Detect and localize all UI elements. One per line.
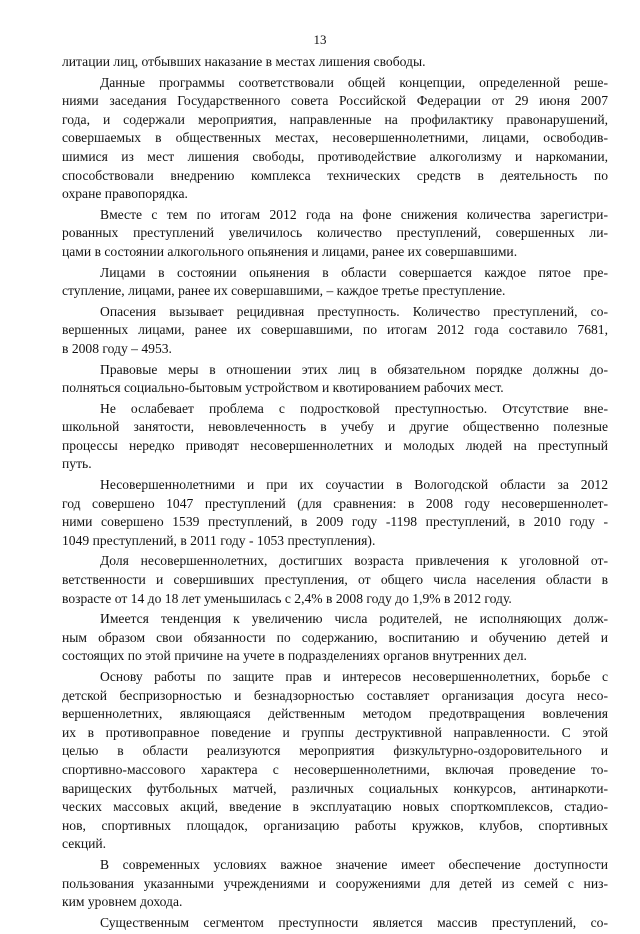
text-line: ческих массовых акций, введение в эксплуатацию новых спорткомплексов, стадио-: [62, 799, 608, 815]
text-line: года, и содержали мероприятия, направленные на профилактику правонарушений,: [62, 111, 608, 127]
text-line: шимися из мест лишения свободы, противодействие алкоголизму и наркомании,: [62, 148, 608, 164]
text-line: охране правопорядка.: [62, 186, 188, 202]
paragraph: [62, 400, 608, 474]
text-line: 1049 преступлений, в 2011 году - 1053 преступления).: [62, 532, 376, 548]
paragraph: [62, 264, 608, 301]
paragraph: [62, 74, 608, 204]
paragraph: [62, 53, 608, 72]
text-line: Доля несовершеннолетних, достигших возраста привлечения к уголовной от-: [100, 553, 608, 569]
text-line: ниями заседания Государственного совета Российской Федерации от 29 июня 2007: [62, 93, 608, 109]
paragraph: [62, 361, 608, 398]
text-line: литации лиц, отбывших наказание в местах лишения свободы.: [62, 54, 426, 69]
text-line: Не ослабевает проблема с подростковой преступностью. Отсутствие вне-: [100, 400, 608, 416]
text-line: Несовершеннолетними и при их соучастии в Вологодской области за 2012: [100, 477, 608, 493]
text-line: вершеннолетних, являющаяся действенным методом предотвращения вовлечения: [62, 706, 608, 722]
text-line: год совершено 1047 преступлений (для сравнения: в 2008 году несовершеннолет-: [62, 495, 608, 511]
text-line: нов, спортивных площадок, организацию работы кружков, клубов, спортивных: [62, 817, 608, 833]
paragraph: [62, 856, 608, 912]
text-line: Вместе с тем по итогам 2012 года на фоне снижения количества зарегистри-: [100, 206, 608, 222]
text-line: секций.: [62, 836, 107, 852]
text-line: школьной занятости, невовлеченность в учебу и другие общественно полезные: [62, 419, 608, 435]
text-line: путь.: [62, 456, 92, 472]
text-line: Имеется тенденция к увеличению числа родителей, не исполняющих долж-: [100, 611, 608, 627]
text-line: ким уровнем дохода.: [62, 894, 183, 910]
text-line: цами в состоянии алкогольного опьянения и лицами, ранее их совершавшими.: [62, 243, 518, 259]
text-line: спортивно-массового характера с несовершеннолетними, включая проведение то-: [62, 761, 608, 777]
text-line: Лицами в состоянии опьянения в области совершается каждое пятое пре-: [100, 264, 608, 280]
page-number: 13: [313, 32, 327, 47]
document-body: [62, 53, 608, 934]
paragraph: [62, 303, 608, 359]
text-line: ними совершено 1539 преступлений, в 2009 году -1198 преступлений, в 2010 году -: [62, 514, 608, 530]
text-line: варищеских футбольных матчей, различных социальных конкурсов, антинаркоти-: [62, 780, 608, 796]
text-line: Опасения вызывает рецидивная преступность. Количество преступлений, со-: [100, 303, 608, 319]
text-line: ным образом свои обязанности по содержанию, воспитанию и обучению детей и: [62, 629, 608, 645]
text-line: Основу работы по защите прав и интересов несовершеннолетних, борьбе с: [100, 669, 608, 684]
paragraph: [62, 552, 608, 608]
text-line: процессы нередко приводят несовершеннолетних и молодых людей на преступный: [62, 437, 608, 453]
text-line: ступление, лицами, ранее их совершавшими, – каждое третье преступление.: [62, 283, 506, 299]
text-line: вершенных лицами, ранее их совершавшими, по итогам 2012 года составило 7681,: [62, 322, 608, 338]
text-line: пользования указанными учреждениями и сооружениями для детей из семей с низ-: [62, 875, 608, 891]
text-line: целью в области реализуются мероприятия физкультурно-оздоровительного и: [62, 743, 608, 759]
paragraph: [62, 668, 608, 854]
text-line: их в противоправное поведение и группы деструктивной направленности. С этой: [62, 724, 608, 740]
text-line: возрасте от 14 до 18 лет уменьшилась с 2,4% в 2008 году до 1,9% в 2012 году.: [62, 590, 512, 606]
text-line: совершаемых в общественных местах, несовершеннолетними, лицами, освободив-: [62, 130, 608, 146]
text-line: ветственности и совершивших преступления, от общего числа населения области в: [62, 572, 608, 588]
text-line: полняться социально-бытовым устройством и квотированием рабочих мест.: [62, 380, 504, 396]
text-line: рованных преступлений увеличилось количество преступлений, совершенных ли-: [62, 225, 608, 241]
text-line: детской беспризорностью и безнадзорностью составляет организация досуга несо-: [62, 687, 608, 703]
text-line: состоящих по этой причине на учете в подразделениях органов внутренних дел.: [62, 648, 527, 664]
paragraph: [62, 206, 608, 262]
paragraph: [62, 476, 608, 550]
text-line: Данные программы соответствовали общей концепции, определенной реше-: [100, 74, 608, 90]
text-line: Существенным сегментом преступности является массив преступлений, со-: [100, 914, 608, 930]
paragraph: [62, 914, 608, 933]
text-line: Правовые меры в отношении этих лиц в обязательном порядке должны до-: [100, 361, 608, 377]
text-line: в 2008 году – 4953.: [62, 340, 172, 356]
text-line: В современных условиях важное значение имеет обеспечение доступности: [100, 856, 608, 872]
text-line: способствовали внедрению комплекса технических средств в деятельность по: [62, 167, 608, 183]
paragraph: [62, 610, 608, 666]
